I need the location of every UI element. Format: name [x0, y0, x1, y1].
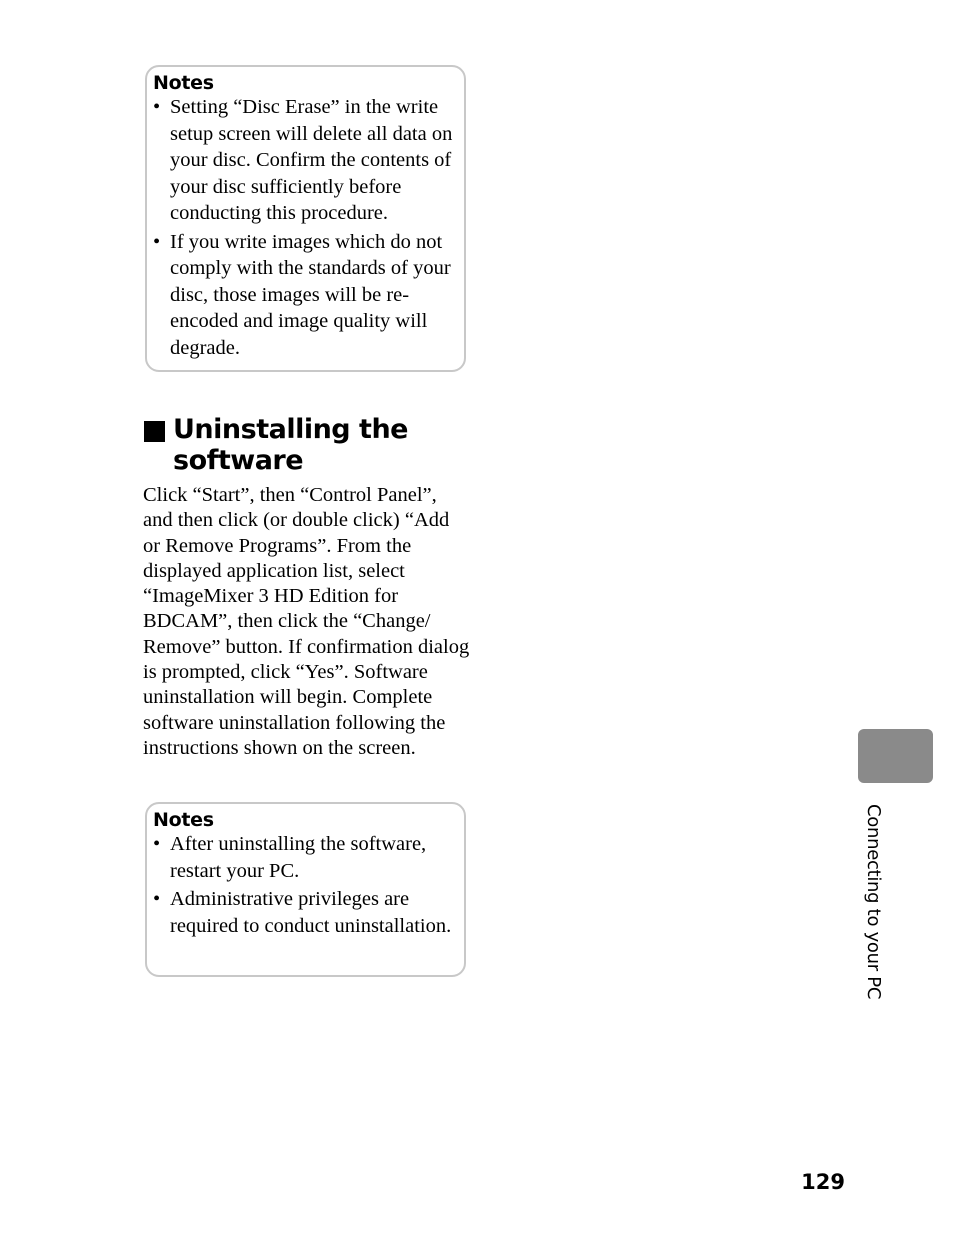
bullet-icon: • — [153, 96, 161, 118]
note-item — [153, 94, 456, 227]
page-number: 129 — [801, 1170, 845, 1194]
notes-heading: Notes — [153, 809, 214, 831]
note-text: Setting “Disc Erase” in the write setup screen will delete all data on your disc. Confirm the contents of your disc sufficiently before conducting this procedure. — [170, 96, 453, 224]
black-square-icon — [144, 421, 165, 442]
chapter-label: Connecting to your PC — [863, 804, 884, 1000]
note-text: Administrative privileges are required to conduct uninstallation. — [170, 888, 452, 937]
notes-list — [153, 831, 456, 939]
uninstall-instructions: Click “Start”, then “Control Panel”, and then click (or double click) “Add or Remove Programs”. From the displayed application list, select “ImageMixer 3 HD Edition for BDCAM”, then click the “Change/ Remove” button. If confirmation dialog is prompted, click “Yes”. Software uninstallation will begin. Complete software uninstallation following the instructions shown on the screen. — [143, 484, 470, 759]
notes-list — [153, 94, 456, 361]
notes-heading: Notes — [153, 72, 214, 94]
bullet-icon: • — [153, 230, 161, 253]
note-text: If you write images which do not comply with the standards of your disc, those images will be re-encoded and image quality will degrade. — [170, 230, 451, 359]
note-item — [153, 229, 456, 362]
bullet-icon: • — [153, 888, 161, 910]
section-heading — [143, 414, 473, 476]
bullet-icon: • — [153, 833, 161, 855]
section-title: Uninstalling the software — [173, 414, 408, 476]
note-item — [153, 831, 456, 884]
chapter-tab — [858, 729, 933, 783]
notes-box-uninstall — [145, 802, 466, 977]
note-text: After uninstalling the software, restart your PC. — [170, 833, 427, 882]
notes-box-disc-erase — [145, 65, 466, 372]
note-item — [153, 886, 456, 939]
